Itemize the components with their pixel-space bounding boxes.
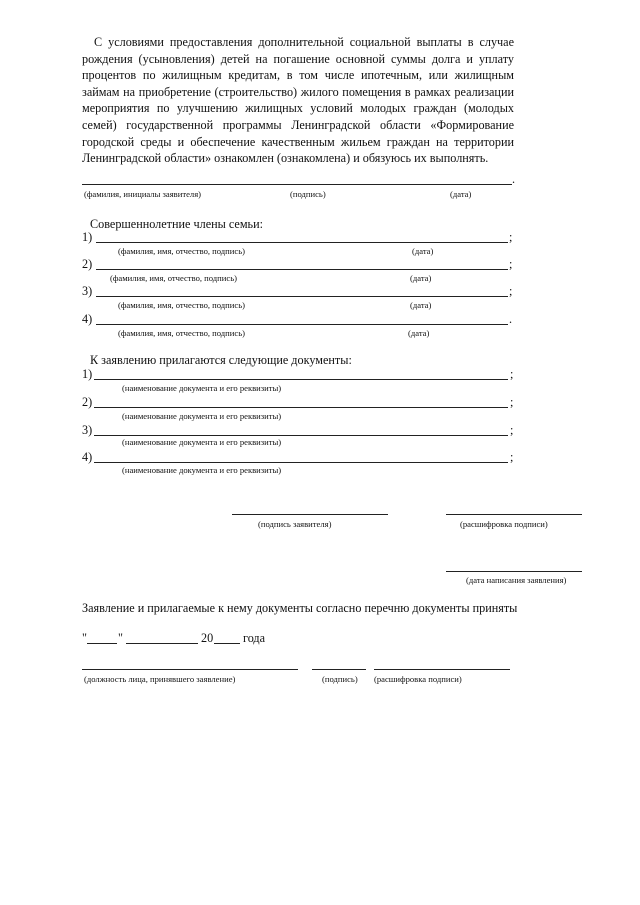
document-caption: (наименование документа и его реквизиты) — [122, 437, 282, 447]
document-line[interactable] — [94, 379, 508, 380]
family-member-caption: (фамилия, имя, отчество, подпись) — [118, 300, 245, 310]
family-member-name-line[interactable] — [96, 269, 404, 270]
family-heading: Совершеннолетние члены семьи: — [90, 217, 264, 231]
acceptance-decoding-caption: (расшифровка подписи) — [374, 674, 462, 684]
family-member-date-caption: (дата) — [408, 328, 430, 338]
document-number: 3) — [82, 423, 93, 437]
document-number: 4) — [82, 450, 93, 464]
family-member-line-end: ; — [509, 257, 513, 271]
document-caption: (наименование документа и его реквизиты) — [122, 383, 282, 393]
family-member-date-line[interactable] — [404, 296, 508, 297]
acceptance-date-close-quote: " — [118, 631, 123, 645]
family-member-number: 1) — [82, 230, 93, 244]
family-member-date-line[interactable] — [404, 324, 508, 325]
acceptance-month-line[interactable] — [126, 643, 198, 644]
acceptance-year-prefix: 20 — [201, 631, 214, 645]
family-member-line-end: ; — [509, 284, 513, 298]
application-date-line[interactable] — [446, 571, 582, 572]
family-member-date-line[interactable] — [404, 269, 508, 270]
document-number: 1) — [82, 367, 93, 381]
acceptance-year-line[interactable] — [214, 643, 240, 644]
family-member-caption: (фамилия, имя, отчество, подпись) — [110, 273, 237, 283]
document-line-end: ; — [510, 450, 514, 464]
acceptance-position-line[interactable] — [82, 669, 298, 670]
acceptance-signature-line[interactable] — [312, 669, 366, 670]
document-line-end: ; — [510, 367, 514, 381]
final-decoding-caption: (расшифровка подписи) — [460, 519, 548, 529]
document-caption: (наименование документа и его реквизиты) — [122, 465, 282, 475]
family-member-name-line[interactable] — [96, 296, 404, 297]
documents-heading: К заявлению прилагаются следующие документы: — [90, 353, 352, 367]
family-member-name-line[interactable] — [96, 242, 404, 243]
document-caption: (наименование документа и его реквизиты) — [122, 411, 282, 421]
applicant-name-caption: (фамилия, инициалы заявителя) — [84, 189, 202, 199]
acceptance-date-open-quote: " — [82, 631, 87, 645]
family-member-number: 3) — [82, 284, 93, 298]
document-line[interactable] — [94, 407, 508, 408]
applicant-signature-line[interactable] — [82, 184, 512, 185]
family-member-number: 4) — [82, 312, 93, 326]
family-member-date-line[interactable] — [404, 242, 508, 243]
applicant-date-caption: (дата) — [450, 189, 472, 199]
document-line[interactable] — [94, 462, 508, 463]
final-signature-caption: (подпись заявителя) — [258, 519, 332, 529]
family-member-caption: (фамилия, имя, отчество, подпись) — [118, 246, 245, 256]
acceptance-year-suffix: года — [243, 631, 266, 645]
acceptance-day-line[interactable] — [87, 643, 117, 644]
family-member-date-caption: (дата) — [410, 273, 432, 283]
acceptance-decoding-line[interactable] — [374, 669, 510, 670]
family-member-number: 2) — [82, 257, 93, 271]
final-decoding-line[interactable] — [446, 514, 582, 515]
family-member-line-end: ; — [509, 230, 513, 244]
applicant-line-end: . — [512, 172, 516, 186]
document-number: 2) — [82, 395, 93, 409]
applicant-signature-caption: (подпись) — [290, 189, 326, 199]
acceptance-signature-caption: (подпись) — [322, 674, 358, 684]
document-line-end: ; — [510, 395, 514, 409]
acceptance-statement: Заявление и прилагаемые к нему документы согласно перечню документы приняты — [82, 601, 518, 615]
family-member-date-caption: (дата) — [412, 246, 434, 256]
family-member-date-caption: (дата) — [410, 300, 432, 310]
document-line[interactable] — [94, 435, 508, 436]
final-signature-line[interactable] — [232, 514, 388, 515]
family-member-caption: (фамилия, имя, отчество, подпись) — [118, 328, 245, 338]
family-member-name-line[interactable] — [96, 324, 404, 325]
application-date-caption: (дата написания заявления) — [466, 575, 567, 585]
acceptance-position-caption: (должность лица, принявшего заявление) — [84, 674, 236, 684]
consent-paragraph: С условиями предоставления дополнительной социальной выплаты в случае рождения (усыновления) детей на погашение основной суммы долга и уплату процентов по жилищным кредитам, в том числе ипотечным, или жилищным займам на приобретение (строительство) жилого помещения в рамках реализации мероприятия по улучшению жилищных условий молодых граждан (молодых семей) государственной программы Ленинградской области «Формирование городской среды и обеспечение качественным жильем граждан на территории Ленинградской области» ознакомлен (ознакомлена) и обязуюсь их выполнять. — [82, 35, 514, 166]
document-line-end: ; — [510, 423, 514, 437]
family-member-line-end: . — [509, 312, 513, 326]
